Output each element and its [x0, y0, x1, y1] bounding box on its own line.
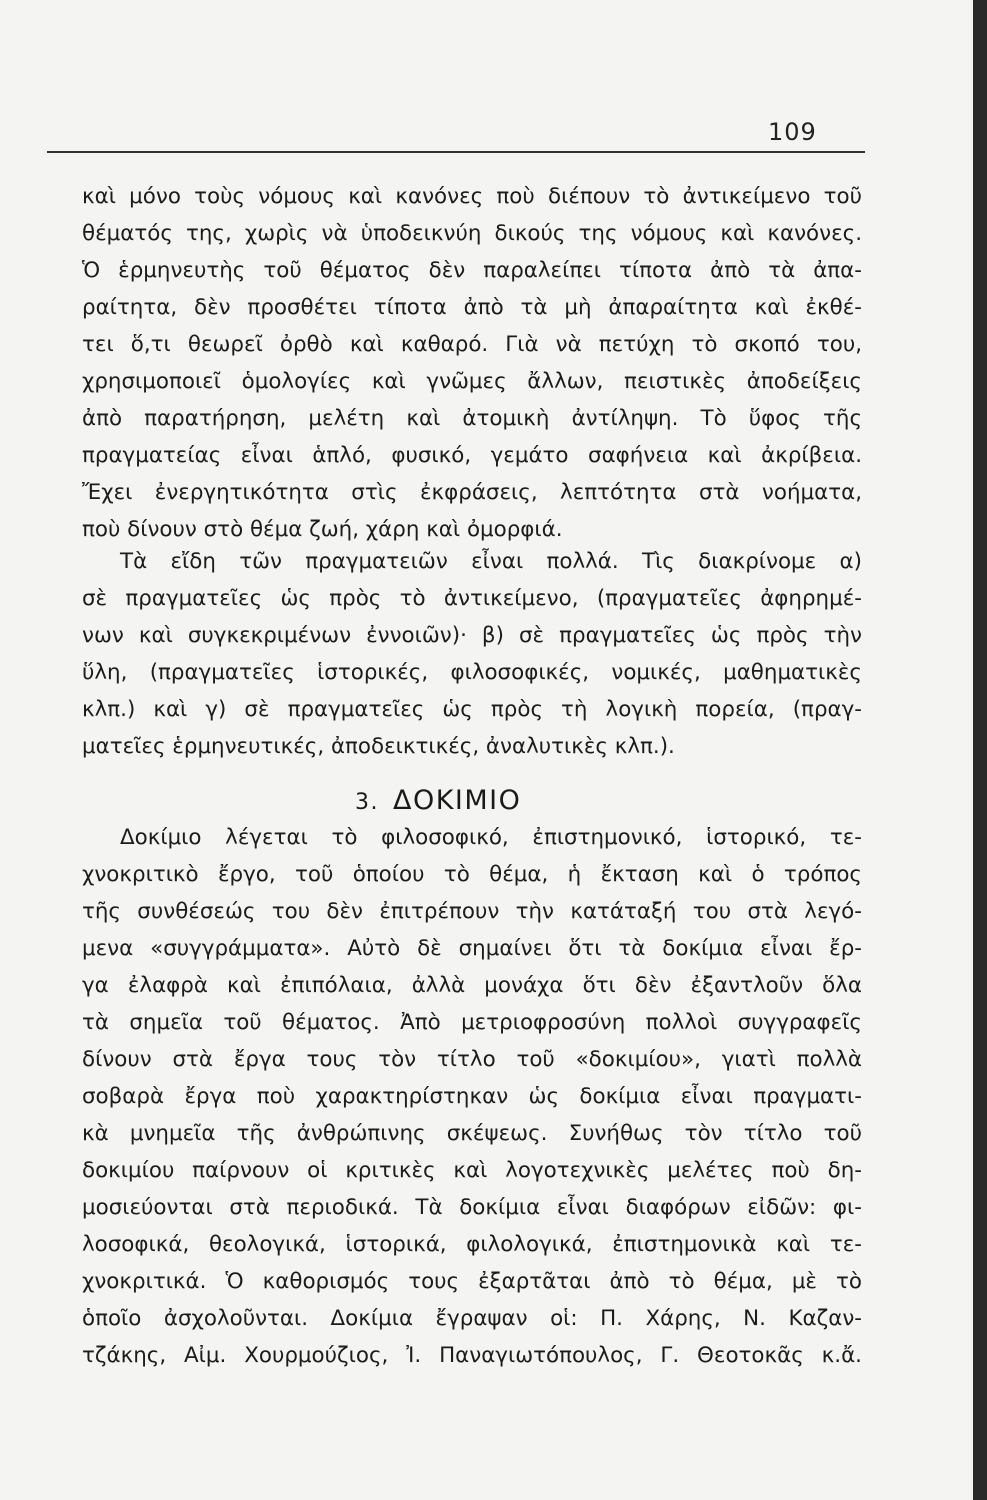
- paragraph-line: λοσοφικά, θεολογικά, ἱστορικά, φιλολογικά, ἐπιστημονικὰ καὶ τε-: [82, 1232, 862, 1257]
- section-heading: [355, 785, 521, 816]
- section-title: ΔΟΚΙΜΙΟ: [393, 785, 522, 816]
- paragraph-line: χνοκριτικά. Ὁ καθορισμός τους ἐξαρτᾶται ἀπὸ τὸ θέμα, μὲ τὸ: [82, 1269, 862, 1294]
- paragraph-line: τζάκης, Αἰμ. Χουρμούζιος, Ἰ. Παναγιωτόπουλος, Γ. Θεοτοκᾶς κ.ἄ.: [82, 1343, 862, 1368]
- paragraph-line: ραίτητα, δὲν προσθέτει τίποτα ἀπὸ τὰ μὴ ἀπαραίτητα καὶ ἐκθέ-: [82, 295, 862, 320]
- paragraph-line: δοκιμίου παίρνουν οἱ κριτικὲς καὶ λογοτεχνικὲς μελέτες ποὺ δη-: [82, 1158, 862, 1183]
- section-number: 3.: [355, 790, 379, 815]
- paragraph-line: χνοκριτικὸ ἔργο, τοῦ ὁποίου τὸ θέμα, ἡ ἔκταση καὶ ὁ τρόπος: [82, 862, 862, 887]
- paragraph-line: ματεῖες ἑρμηνευτικές, ἀποδεικτικές, ἀναλυτικὲς κλπ.).: [82, 734, 675, 759]
- paragraph-line: Τὰ εἴδη τῶν πραγματειῶν εἶναι πολλά. Τὶς διακρίνομε α): [120, 549, 862, 574]
- header-rule: [47, 151, 865, 153]
- paragraph-line: τει ὅ,τι θεωρεῖ ὀρθὸ καὶ καθαρό. Γιὰ νὰ πετύχη τὸ σκοπό του,: [82, 332, 862, 357]
- paragraph-two: [82, 543, 862, 765]
- scan-edge-shadow: [973, 0, 987, 1500]
- paragraph-line: μοσιεύονται στὰ περιοδικά. Τὰ δοκίμια εἶναι διαφόρων εἰδῶν: φι-: [82, 1195, 862, 1220]
- paragraph-line: νων καὶ συγκεκριμένων ἐννοιῶν)· β) σὲ πραγματεῖες ὡς πρὸς τὴν: [82, 623, 862, 648]
- paragraph-line: Ἔχει ἐνεργητικότητα στὶς ἐκφράσεις, λεπτότητα στὰ νοήματα,: [82, 480, 862, 505]
- paragraph-line: δίνουν στὰ ἔργα τους τὸν τίτλο τοῦ «δοκιμίου», γιατὶ πολλὰ: [82, 1047, 862, 1072]
- paragraph-line: τῆς συνθέσεώς του δὲν ἐπιτρέπουν τὴν κατάταξή του στὰ λεγό-: [82, 899, 862, 924]
- paragraph-line: ἀπὸ παρατήρηση, μελέτη καὶ ἀτομικὴ ἀντίληψη. Τὸ ὕφος τῆς: [82, 406, 862, 431]
- paragraph-line: καὶ μόνο τοὺς νόμους καὶ κανόνες ποὺ διέπουν τὸ ἀντικείμενο τοῦ: [82, 184, 862, 209]
- paragraph-line: ποὺ δίνουν στὸ θέμα ζωή, χάρη καὶ ὀμορφιά.: [82, 517, 563, 542]
- paragraph-one: [82, 178, 862, 548]
- paragraph-line: χρησιμοποιεῖ ὁμολογίες καὶ γνῶμες ἄλλων, πειστικὲς ἀποδείξεις: [82, 369, 862, 394]
- paragraph-line: Ὁ ἑρμηνευτὴς τοῦ θέματος δὲν παραλείπει τίποτα ἀπὸ τὰ ἀπα-: [82, 258, 862, 283]
- paragraph-line: τὰ σημεῖα τοῦ θέματος. Ἀπὸ μετριοφροσύνη πολλοὶ συγγραφεῖς: [82, 1010, 862, 1035]
- paragraph-line: κὰ μνημεῖα τῆς ἀνθρώπινης σκέψεως. Συνήθως τὸν τίτλο τοῦ: [82, 1121, 862, 1146]
- paragraph-line: Δοκίμιο λέγεται τὸ φιλοσοφικό, ἐπιστημονικό, ἱστορικό, τε-: [120, 825, 862, 850]
- paragraph-line: θέματός της, χωρὶς νὰ ὑποδεικνύη δικούς της νόμους καὶ κανόνες.: [82, 221, 862, 246]
- paragraph-line: ὕλη, (πραγματεῖες ἱστορικές, φιλοσοφικές, νομικές, μαθηματικὲς: [82, 660, 862, 685]
- paragraph-line: πραγματείας εἶναι ἁπλό, φυσικό, γεμάτο σαφήνεια καὶ ἀκρίβεια.: [82, 443, 862, 468]
- paragraph-line: μενα «συγγράμματα». Αὐτὸ δὲ σημαίνει ὅτι τὰ δοκίμια εἶναι ἔρ-: [82, 936, 862, 961]
- paragraph-line: γα ἐλαφρὰ καὶ ἐπιπόλαια, ἀλλὰ μονάχα ὅτι δὲν ἐξαντλοῦν ὅλα: [82, 973, 862, 998]
- paragraph-line: ὁποῖο ἀσχολοῦνται. Δοκίμια ἔγραψαν οἱ: Π. Χάρης, Ν. Καζαν-: [82, 1306, 862, 1331]
- paragraph-three: [82, 819, 862, 1374]
- paragraph-line: σοβαρὰ ἔργα ποὺ χαρακτηρίστηκαν ὡς δοκίμια εἶναι πραγματι-: [82, 1084, 862, 1109]
- page-number: 109: [768, 118, 817, 146]
- paragraph-line: κλπ.) καὶ γ) σὲ πραγματεῖες ὡς πρὸς τὴ λογικὴ πορεία, (πραγ-: [82, 697, 862, 722]
- paragraph-line: σὲ πραγματεῖες ὡς πρὸς τὸ ἀντικείμενο, (πραγματεῖες ἀφηρημέ-: [82, 586, 862, 611]
